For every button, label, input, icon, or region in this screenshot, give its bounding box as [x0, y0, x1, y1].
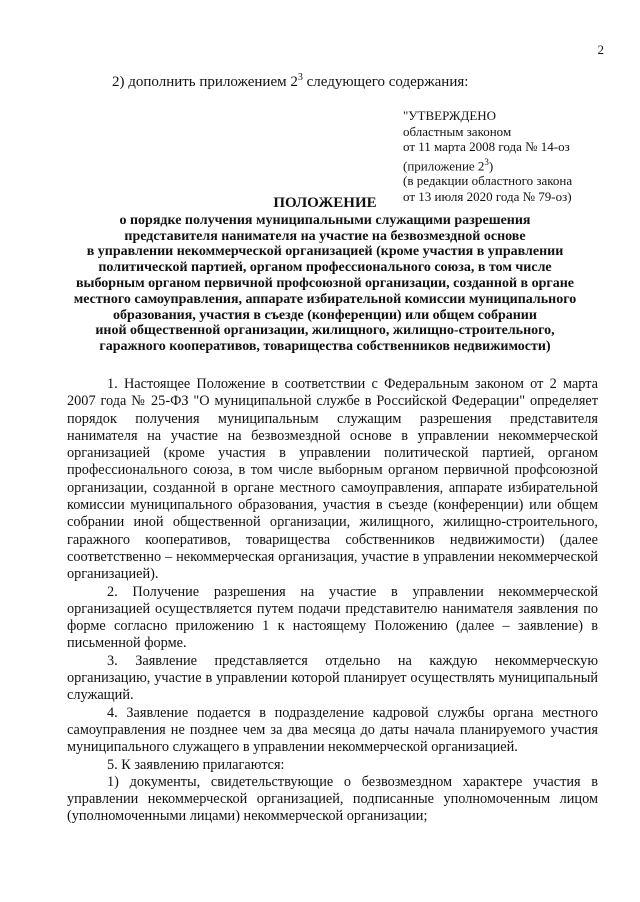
title-line: представителя нанимателя на участие на безвозмездной основе [124, 228, 526, 244]
title-line: образования, участия в съезде (конференции) или общем собрании [113, 307, 537, 323]
paragraph-2: 2. Получение разрешения на участие в управлении некоммерческой организацией осуществляется путем подачи представителю нанимателя заявления по форме согласно приложению 1 к настоящему Положению (далее – заявление) в письменной форме. [67, 583, 598, 652]
paragraph-3: 3. Заявление представляется отдельно на каждую некоммерческую организацию, участие в управлении которой планирует осуществлять муниципальный служащий. [67, 652, 598, 704]
title-line: о порядке получения муниципальными служащими разрешения [119, 212, 531, 228]
title-line: политической партией, органом профессионального союза, в том числе [98, 260, 552, 276]
title-line: в управлении некоммерческой организацией (кроме участия в управлении [86, 244, 564, 260]
paragraph-1: 1. Настоящее Положение в соответствии с Федеральным законом от 2 марта 2007 года № 25-ФЗ "О муниципальной службе в Российской Федерации" определяет порядок получения муниципальным служащим разрешения представителя нанимателя на участие на безвозмездной основе в управлении некоммерческой организацией (кроме участия в управлении политической партией, органом профессионального союза, в том числе выборным органом первичной профсоюзной организации, созданной в органе местного самоуправления, аппарате избирательной комиссии муниципального образования, участия в съезде (конференции) или общем собрании иной общественной организации, жилищного, жилищно-строительного, гаражного кооперативов, товарищества собственников недвижимости) (далее соответственно – некоммерческая организация, участие в управлении некоммерческой организацией). [67, 376, 598, 583]
approval-line: "УТВЕРЖДЕНО [403, 108, 497, 123]
title-line: иной общественной организации, жилищного, жилищно-строительного, [95, 323, 555, 339]
paragraph-4: 4. Заявление подается в подразделение кадровой службы органа местного самоуправления не позднее чем за два месяца до даты начала планируемого участия муниципального служащего в управлении некоммерческой организацией. [67, 704, 598, 756]
approval-line: (в редакции областного закона [403, 173, 573, 189]
approval-line [403, 155, 572, 174]
approval-line: от 13 июля 2020 года № 79-оз) [403, 188, 572, 204]
title-line: выборным органом первичной профсоюзной организации, созданной в органе [76, 275, 574, 291]
title-line: местного самоуправления, аппарате избирательной комиссии муниципального [73, 291, 577, 307]
paragraph-5: 5. К заявлению прилагаются: [107, 756, 285, 773]
approval-line: от 11 марта 2008 года № 14-оз [403, 139, 570, 154]
approval-stamp [403, 108, 572, 204]
paragraph-5-item-1: 1) документы, свидетельствующие о безвозмездном характере участия в управлении некоммерческой организацией, подписанные уполномоченным лицом (уполномоченными лицами) некоммерческой организации; [67, 773, 598, 825]
document-body [67, 376, 598, 826]
amendment-intro [112, 72, 468, 91]
approval-line: областным законом [403, 123, 512, 139]
approval-appendix-sup: 3 [484, 156, 489, 167]
intro-prefix: 2) дополнить приложением 2 [112, 74, 298, 90]
page-number: 2 [597, 42, 604, 57]
document-title [60, 196, 590, 355]
title-line: гаражного кооперативов, товарищества собственников недвижимости) [99, 339, 551, 355]
approval-appendix-prefix: (приложение 2 [403, 157, 485, 173]
intro-suffix: следующего содержания: [302, 74, 469, 90]
intro-superscript: 3 [297, 72, 303, 83]
title-heading: ПОЛОЖЕНИЕ [273, 195, 377, 211]
approval-appendix-suffix: ) [488, 157, 494, 173]
